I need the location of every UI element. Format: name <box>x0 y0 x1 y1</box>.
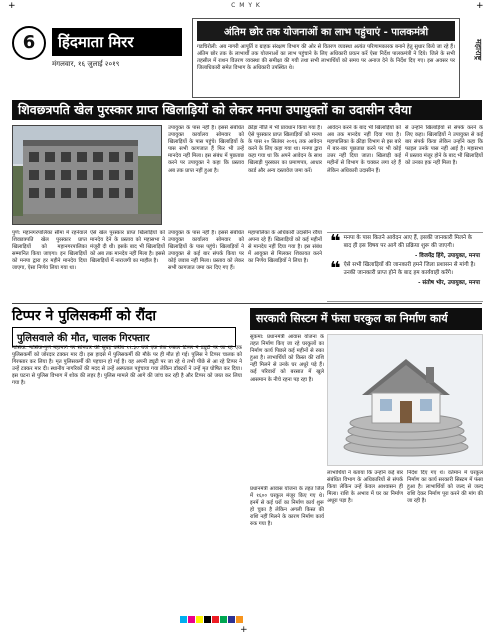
gharkul-column-2: प्रधानमंत्री आवास योजना के तहत जिले में १६०० घरकुल मंजूर किए गए थे। इनमें से कई घरों का निर्माण कार्य शुरू हो चुका है लेकिन अगली किस्त की राशि नहीं मिलने के कारण निर्माण कार्य रुक गया है। <box>250 486 324 528</box>
color-swatches <box>180 616 243 623</box>
page-number: 6 <box>12 26 46 60</box>
gharkul-column-1: सुकमा: प्रधानमंत्री आवास योजना के तहत निर्माण किए जा रहे घरकुलों का निर्माण कार्य पिछले कई महीनों से रुका हुआ है। लाभार्थियों को किस्त की राशि नहीं मिलने से उनके घर अधूरे पड़े हैं। कई परिवारों को बरसात में खुले आसमान के नीचे रहना पड़ रहा है। <box>250 334 324 383</box>
top-story-headline: अंतिम छोर तक योजनाओं का लाभ पहुंचाएं - पालकमंत्री <box>197 21 455 41</box>
main-story-column-4: से उन्होंने खिलाड़ियों से संपर्क करने के लिए कहा। खिलाड़ियों ने उपायुक्त से कई बार संपर्क किया लेकिन उन्होंने कहा कि फाइल उनके पास नहीं आई है। महासभा में प्रस्ताव मंजूर होने के बाद भी खिलाड़ियों को उनका हक नहीं मिला है। <box>405 125 483 167</box>
house-on-coins-icon <box>327 334 483 466</box>
gharkul-column-3: लाभार्थियों ने बताया कि उन्होंने कई बार संबंधित विभाग के अधिकारियों से संपर्क किया लेकिन उन्हें केवल आश्वासन ही मिला। राशि के अभाव में घर का निर्माण अधूरा पड़ा है। <box>327 470 403 505</box>
gharkul-column-4: निर्देश दिए गए थे। वर्तमान में घरकुल निर्माण का कार्य सरकारी सिस्टम में फंसा हुआ है। लाभार्थियों को जल्द से जल्द राशि देकर निर्माण पूरा करने की मांग की जा रही है। <box>407 470 483 505</box>
section-tag: महाराष्ट्र <box>474 39 483 61</box>
quote-mark-icon: ❝ <box>330 231 341 252</box>
color-swatch <box>196 616 203 623</box>
masthead <box>12 26 182 76</box>
office-building-icon <box>12 125 162 225</box>
quote-byline: - विजयेंद्र हिंगे, उपायुक्त, मनपा <box>414 253 480 259</box>
dateline: मंगलवार, १६ जुलाई २०१९ <box>52 60 120 68</box>
quote-byline: - संतोष भोर, उपायुक्त, मनपा <box>418 280 480 286</box>
top-story-body: गडचिरोली: अब नागरी आपूर्ति व ग्राहक संरक्षण विभाग की ओर से वितरण व्यवस्था अत्यंत परिणामकारक बनाने हेतु सुधार किये जा रहे हैं। अंतिम छोर तक के लाभार्थी तक योजनाओं का लाभ पहुंचाने के लिए अधिकारी प्रयत्न करें ऐसा निर्देश पालकमंत्री ने दिये। जिले के सभी तहसील में राशन वितरण व्यवस्था की समीक्षा की गयी तथा सभी लाभार्थियों को समय पर अनाज देने के निर्देश दिए गए। इस अवसर पर जिलाधिकारी समेत विभाग के अधिकारी उपस्थित थे। <box>197 44 455 71</box>
main-story-column-5: पुणे: महानगरपालिका सीमा में रहनेवाले शिवछत्रपति खेल पुरस्कार प्राप्त खिलाड़ियों को महानगरपालिका सम्मानित किया जाएगा। इन खिलाड़ियों को मनपा द्वारा हर महीने मानदेय दिया जाएगा, ऐसा निर्णय लिया गया था। <box>12 230 87 272</box>
top-story <box>192 18 460 98</box>
main-story-column-8: महापालिका के अधिकारी उदासीन रवैया अपना रहे हैं। खिलाड़ियों को कई महीनों से मानदेय नहीं दिया गया है। इस संबंध में आयुक्त से मिलकर शिकायत करने का निर्णय खिलाड़ियों ने लिया है। <box>248 230 322 265</box>
main-headline: शिवछत्रपति खेल पुरस्कार प्राप्त खिलाड़ियों को लेकर मनपा उपायुक्तों का उदासीन रवैया <box>12 100 482 120</box>
newspaper-title: हिंदमाता मिरर <box>52 28 182 56</box>
main-story-column-3: आवेदन करने के बाद भी खिलाड़ियों को अब तक मानदेय नहीं दिया गया है। महापालिका के क्रीड़ा विभाग से इस बारे में बार-बार पूछताछ करने पर भी कोई उत्तर नहीं दिया जाता। खिलाड़ी कई महीनों से विभाग के चक्कर लगा रहे हैं लेकिन अधिकारी उदासीन हैं। <box>327 125 401 174</box>
color-swatch <box>220 616 227 623</box>
main-story-column-1: उपायुक्त के पास नहीं है। इससे संबंधित उपायुक्त कार्यालय सोमवार को खिलाड़ियों के पास पहुंचे। खिलाड़ियों के पास सभी कागजात हैं फिर भी उन्हें मानदेय नहीं मिला। इस संबंध में पूछताछ करने पर उपायुक्त ने कहा कि प्रस्ताव अब तक प्राप्त नहीं हुआ है। <box>168 125 244 174</box>
crosshair-icon: + <box>240 625 248 635</box>
quote-mark-icon: ❝ <box>330 258 341 279</box>
color-bar-label: C M Y K <box>231 2 261 9</box>
quote-box <box>327 232 483 302</box>
section-divider <box>12 303 482 304</box>
color-swatch <box>236 616 243 623</box>
color-swatch <box>212 616 219 623</box>
main-story-column-2: क्रीड़ा नीति में भी प्रावधान किया गया है। ऐसे पुरस्कार प्राप्त खिलाड़ियों को मनपा के पास २० सितंबर २०१६ तक आवेदन करने के लिए कहा गया था। मनपा द्वारा कहा गया था कि अपने आवेदन के साथ खिलाड़ी पुरस्कार का प्रमाणपत्र, आधार कार्ड और अन्य दस्तावेज जमा करें। <box>248 125 322 174</box>
gharkul-headline: सरकारी सिस्टम में फंसा घरकुल का निर्माण कार्य <box>250 308 482 330</box>
tipper-body: नासिक: नासिक-पुणे महामार्ग पर सोमवार की सुबह करीब ११.३० बजे एक तेज रफ्तार टिप्पर ने ड्यूटी पर जा रहे एक पुलिसकर्मी को जोरदार टक्कर मार दी। इस हादसे में पुलिसकर्मी की मौके पर ही मौत हो गई। पुलिस ने टिप्पर चालक को गिरफ्तार कर लिया है। मृत पुलिसकर्मी की पहचान हो गई है। वह अपनी ड्यूटी पर जा रहे थे तभी पीछे से आ रहे टिप्पर ने उन्हें टक्कर मार दी। स्थानीय नागरिकों की मदद से उन्हें अस्पताल पहुंचाया गया लेकिन डॉक्टरों ने उन्हें मृत घोषित कर दिया। इस घटना से पुलिस विभाग में शोक की लहर है। पुलिस मामले की आगे की जांच कर रही है और टिप्पर को जब्त कर लिया गया है। <box>12 345 242 387</box>
main-story-column-7: उपायुक्त के पास नहीं है। इससे संबंधित उपायुक्त कार्यालय सोमवार को खिलाड़ियों के पास पहुंचे। खिलाड़ियों ने उपायुक्त से कई बार संपर्क किया पर कोई जवाब नहीं मिला। प्रस्ताव को लेकर सभी कागजात जमा कर दिए गए हैं। <box>168 230 244 272</box>
quote-text: ऐसे सभी खिलाड़ियों की जानकारी हमने जिला प्रशासन से मांगी है। उनकी जानकारी प्राप्त होने के बाद हम कार्यवाही करेंगे। <box>343 262 476 276</box>
color-swatch <box>180 616 187 623</box>
main-story-column-6: ऐसे खेल पुरस्कार प्राप्त खिलाड़ियों को मानदेय देने के प्रस्ताव को महासभा ने मंजूरी दी थी। इसके बाद भी खिलाड़ियों को अब तक मानदेय नहीं मिला है। इससे खिलाड़ियों में नाराजगी का माहौल है। <box>90 230 165 265</box>
tipper-subheadline: पुलिसवाले की मौत, चालक गिरफ्तार <box>12 327 236 347</box>
tipper-headline: टिप्पर ने पुलिसकर्मी को रौंदा <box>12 308 157 324</box>
crosshair-icon: + <box>476 1 484 11</box>
crosshair-icon: + <box>8 1 16 11</box>
quote-text: मनपा के पास कितने आवेदन आए हैं, इसकी जानकारी मिलने के बाद ही इस विषय पर आगे की प्रक्रिया शुरू की जाएगी। <box>343 235 473 249</box>
color-swatch <box>188 616 195 623</box>
color-swatch <box>228 616 235 623</box>
color-swatch <box>204 616 211 623</box>
